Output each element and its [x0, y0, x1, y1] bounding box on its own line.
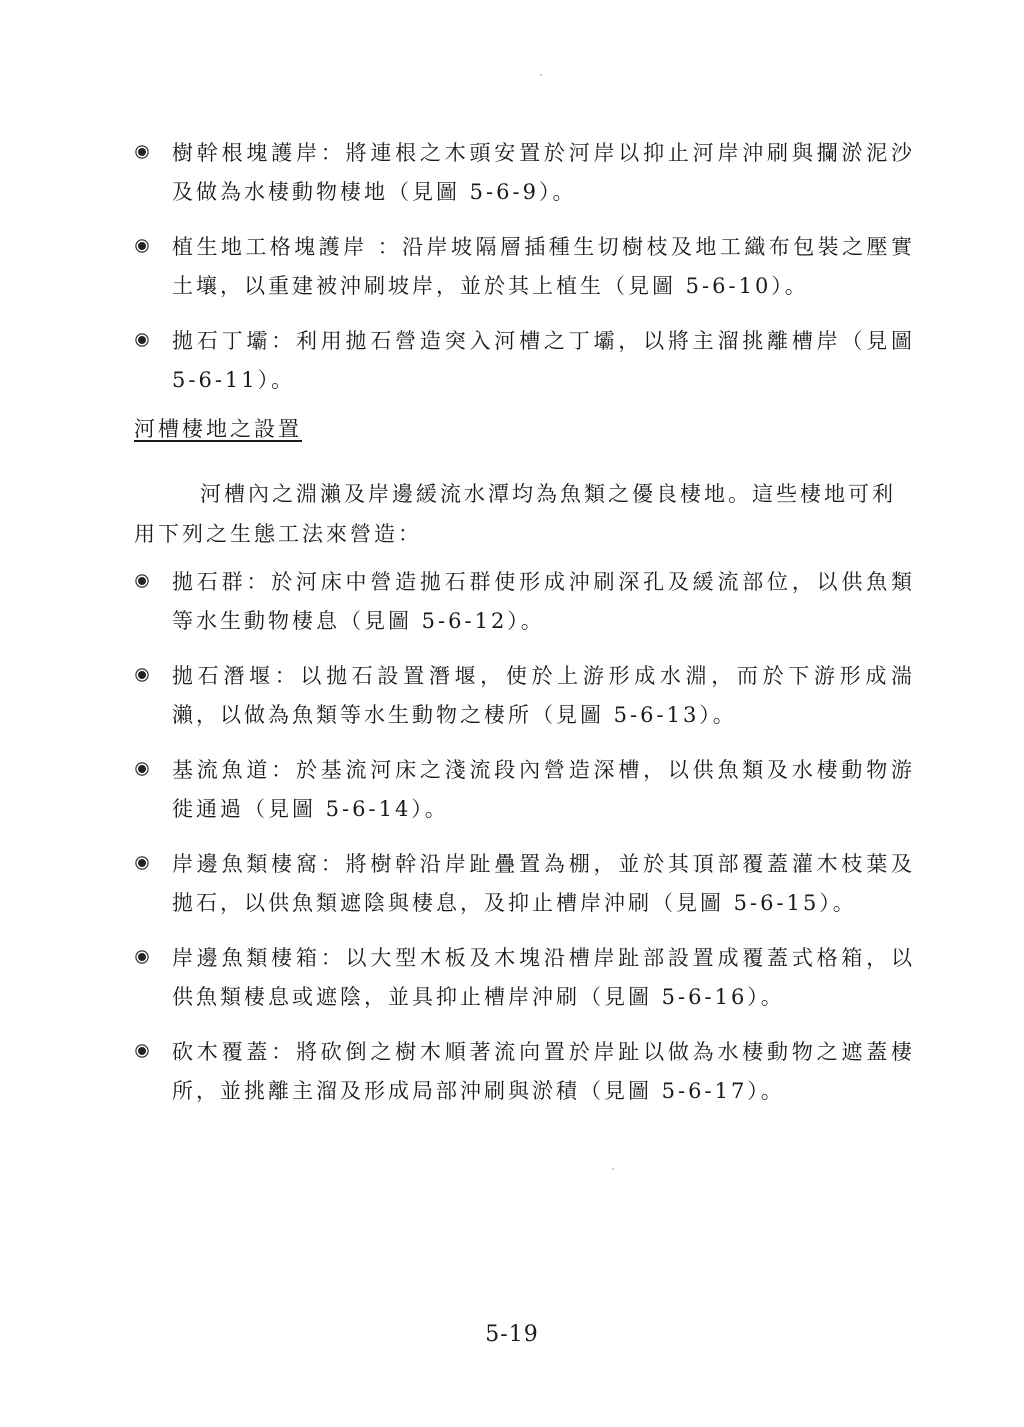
bullet-icon: [138, 148, 146, 156]
scan-speck: [612, 1168, 614, 1170]
list-item-text: 岸邊魚類棲窩：將樹幹沿岸趾疊置為棚，並於其頂部覆蓋灌木枝葉及拋石，以供魚類遮陰與棲息，及抑止槽岸沖刷（見圖 5-6-15）。: [172, 852, 915, 915]
list-item: [135, 322, 915, 400]
list-item-text: 植生地工格塊護岸 ：沿岸坡隔層插種生切樹枝及地工織布包裝之壓實土壤，以重建被沖刷坡岸，並於其上植生（見圖 5-6-10）。: [172, 235, 915, 298]
bullet-icon: [138, 671, 146, 679]
list-item: [135, 228, 915, 306]
bullet-icon: [138, 1047, 146, 1055]
list-item-text: 拋石群：於河床中營造拋石群使形成沖刷深孔及緩流部位，以供魚類等水生動物棲息（見圖 5-6-12）。: [172, 570, 915, 633]
list-item: [135, 939, 915, 1017]
list-item: [135, 134, 915, 212]
list-item: [135, 657, 915, 735]
bullet-icon: [138, 577, 146, 585]
list-item: [135, 845, 915, 923]
bullet-list-bottom: [135, 563, 915, 1127]
bullet-list-top: [135, 134, 915, 416]
bullet-icon: [138, 859, 146, 867]
page-number: 5-19: [485, 1322, 539, 1347]
list-item-text: 基流魚道：於基流河床之淺流段內營造深槽，以供魚類及水棲動物游徙通過（見圖 5-6-14）。: [172, 758, 915, 821]
list-item-text: 砍木覆蓋：將砍倒之樹木順著流向置於岸趾以做為水棲動物之遮蓋棲所，並挑離主溜及形成局部沖刷與淤積（見圖 5-6-17）。: [172, 1040, 915, 1103]
list-item-text: 拋石潛堰：以拋石設置潛堰，使於上游形成水淵，而於下游形成湍瀨，以做為魚類等水生動物之棲所（見圖 5-6-13）。: [172, 664, 915, 727]
list-item: [135, 751, 915, 829]
list-item-text: 岸邊魚類棲箱：以大型木板及木塊沿槽岸趾部設置成覆蓋式格箱，以供魚類棲息或遮陰，並具抑止槽岸沖刷（見圖 5-6-16）。: [172, 946, 915, 1009]
bullet-icon: [138, 336, 146, 344]
list-item: [135, 1033, 915, 1111]
scan-speck: [540, 74, 542, 76]
bullet-icon: [138, 242, 146, 250]
list-item-text: 樹幹根塊護岸：將連根之木頭安置於河岸以抑止河岸沖刷與攔淤泥沙及做為水棲動物棲地（見圖 5-6-9）。: [172, 141, 915, 204]
bullet-icon: [138, 765, 146, 773]
intro-paragraph: 河槽內之淵瀨及岸邊緩流水潭均為魚類之優良棲地。這些棲地可利用下列之生態工法來營造：: [134, 482, 896, 546]
list-item-text: 拋石丁壩：利用拋石營造突入河槽之丁壩，以將主溜挑離槽岸（見圖 5-6-11）。: [172, 329, 915, 392]
section-heading: 河槽棲地之設置: [134, 417, 302, 441]
list-item: [135, 563, 915, 641]
bullet-icon: [138, 953, 146, 961]
